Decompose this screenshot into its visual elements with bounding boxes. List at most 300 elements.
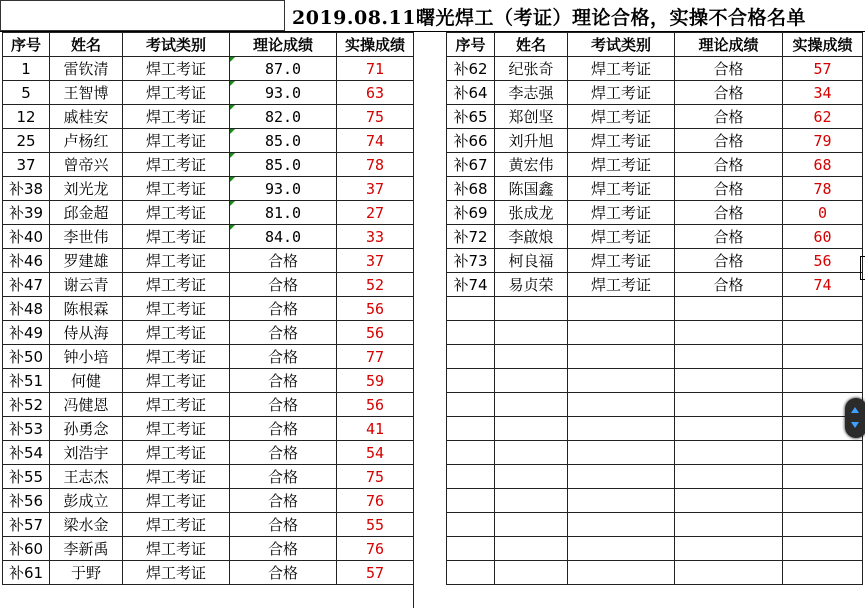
cell-name[interactable]	[50, 369, 123, 393]
column-resize-handle[interactable]	[860, 256, 865, 280]
cell-name[interactable]	[495, 177, 568, 201]
cell-practice[interactable]	[337, 201, 414, 225]
cell-theory[interactable]	[230, 441, 337, 465]
cell-practice-text: 55	[365, 515, 385, 534]
cell-category[interactable]	[123, 57, 230, 81]
cell-theory[interactable]	[230, 537, 337, 561]
cell-practice[interactable]	[337, 561, 414, 585]
empty-cell[interactable]	[675, 465, 783, 489]
cell-practice[interactable]	[337, 297, 414, 321]
cell-category[interactable]	[123, 393, 230, 417]
empty-cell[interactable]	[447, 393, 495, 417]
cell-seq[interactable]	[3, 465, 50, 489]
empty-cell[interactable]	[495, 369, 568, 393]
cell-name[interactable]	[50, 201, 123, 225]
empty-cell[interactable]	[447, 369, 495, 393]
table-row	[447, 201, 863, 225]
header-seq[interactable]: 序号	[3, 33, 50, 57]
cell-theory-text: 93.0	[264, 179, 302, 198]
cell-theory[interactable]	[230, 513, 337, 537]
cell-practice-text: 60	[813, 227, 832, 246]
cell-category[interactable]	[123, 297, 230, 321]
cell-seq[interactable]	[447, 273, 495, 297]
cell-seq-text: 补68	[453, 180, 488, 198]
cell-seq[interactable]	[3, 441, 50, 465]
cell-seq[interactable]	[3, 129, 50, 153]
header-name[interactable]: 姓名	[50, 33, 123, 57]
header-practice[interactable]: 实操成绩	[337, 33, 414, 57]
empty-row	[447, 489, 863, 513]
selected-cell[interactable]	[0, 0, 285, 31]
cell-theory-text: 合格	[713, 228, 744, 246]
cell-category-text: 焊工考证	[145, 84, 206, 102]
cell-category[interactable]	[123, 273, 230, 297]
cell-seq[interactable]	[3, 81, 50, 105]
cell-name[interactable]	[495, 57, 568, 81]
cell-practice[interactable]	[783, 177, 863, 201]
cell-name[interactable]	[495, 105, 568, 129]
scroll-down-icon[interactable]	[851, 422, 859, 428]
cell-category[interactable]	[123, 105, 230, 129]
cell-practice[interactable]	[783, 105, 863, 129]
cell-theory-text: 81.0	[264, 203, 302, 222]
cell-theory[interactable]	[230, 225, 337, 249]
cell-theory[interactable]	[230, 321, 337, 345]
cell-practice[interactable]	[337, 345, 414, 369]
empty-cell[interactable]	[783, 297, 863, 321]
empty-row	[447, 441, 863, 465]
cell-name[interactable]	[50, 225, 123, 249]
table-row	[447, 225, 863, 249]
cell-practice[interactable]	[337, 537, 414, 561]
empty-cell[interactable]	[783, 561, 863, 585]
cell-theory[interactable]	[675, 57, 783, 81]
cell-category[interactable]	[123, 513, 230, 537]
empty-cell[interactable]	[568, 345, 675, 369]
empty-cell[interactable]	[568, 537, 675, 561]
cell-theory[interactable]	[230, 105, 337, 129]
cell-name-text: 梁水金	[63, 516, 109, 534]
cell-seq[interactable]	[3, 345, 50, 369]
empty-cell[interactable]	[495, 537, 568, 561]
cell-seq[interactable]	[3, 537, 50, 561]
cell-category-text: 焊工考证	[145, 420, 206, 438]
cell-name[interactable]	[50, 273, 123, 297]
cell-category-text: 焊工考证	[145, 132, 206, 150]
empty-cell[interactable]	[568, 441, 675, 465]
cell-theory[interactable]	[230, 57, 337, 81]
cell-practice[interactable]	[783, 273, 863, 297]
cell-seq[interactable]	[447, 177, 495, 201]
cell-name-text: 刘光龙	[63, 180, 109, 198]
cell-seq-text: 补72	[453, 228, 488, 246]
cell-seq[interactable]	[3, 153, 50, 177]
table-row	[3, 561, 414, 585]
empty-cell[interactable]	[783, 489, 863, 513]
cell-practice[interactable]	[337, 273, 414, 297]
cell-seq[interactable]	[447, 81, 495, 105]
cell-theory-text: 合格	[267, 276, 298, 294]
cell-theory[interactable]	[675, 153, 783, 177]
cell-practice[interactable]	[783, 153, 863, 177]
cell-category-text: 焊工考证	[145, 156, 206, 174]
cell-theory-text: 85.0	[264, 131, 302, 150]
empty-cell[interactable]	[568, 321, 675, 345]
empty-cell[interactable]	[568, 489, 675, 513]
cell-practice[interactable]	[337, 249, 414, 273]
cell-practice[interactable]	[783, 249, 863, 273]
cell-category[interactable]	[123, 201, 230, 225]
scroll-up-icon[interactable]	[851, 407, 859, 413]
cell-seq[interactable]	[3, 369, 50, 393]
cell-name[interactable]	[50, 561, 123, 585]
header-theory[interactable]: 理论成绩	[230, 33, 337, 57]
empty-cell[interactable]	[495, 465, 568, 489]
cell-category[interactable]	[568, 201, 675, 225]
cell-practice-text: 56	[813, 251, 832, 270]
cell-category[interactable]	[123, 321, 230, 345]
cell-name[interactable]	[495, 225, 568, 249]
cell-theory[interactable]	[675, 201, 783, 225]
empty-cell[interactable]	[495, 417, 568, 441]
cell-practice[interactable]	[337, 513, 414, 537]
cell-theory[interactable]	[230, 345, 337, 369]
cell-category[interactable]	[568, 81, 675, 105]
empty-cell[interactable]	[447, 417, 495, 441]
cell-seq-text: 补67	[453, 156, 488, 174]
empty-row	[447, 369, 863, 393]
cell-practice[interactable]	[337, 393, 414, 417]
empty-cell[interactable]	[675, 441, 783, 465]
cell-category[interactable]	[123, 489, 230, 513]
cell-theory[interactable]	[230, 417, 337, 441]
cell-name[interactable]	[50, 513, 123, 537]
cell-seq[interactable]	[3, 297, 50, 321]
cell-seq-text: 补49	[8, 324, 44, 342]
cell-theory[interactable]	[230, 489, 337, 513]
floating-scroll-control[interactable]	[845, 398, 865, 438]
cell-category[interactable]	[123, 177, 230, 201]
table-row	[3, 441, 414, 465]
empty-cell[interactable]	[568, 393, 675, 417]
empty-cell[interactable]	[495, 513, 568, 537]
cell-name[interactable]	[50, 129, 123, 153]
header-practice[interactable]: 实操成绩	[783, 33, 863, 57]
empty-cell[interactable]	[447, 537, 495, 561]
empty-cell[interactable]	[495, 321, 568, 345]
empty-cell[interactable]	[447, 441, 495, 465]
cell-practice[interactable]	[337, 129, 414, 153]
cell-theory[interactable]	[675, 225, 783, 249]
cell-seq[interactable]	[3, 225, 50, 249]
cell-name[interactable]	[50, 81, 123, 105]
cell-name[interactable]	[50, 105, 123, 129]
empty-cell[interactable]	[675, 369, 783, 393]
empty-cell[interactable]	[495, 297, 568, 321]
cell-theory-text: 合格	[713, 252, 744, 270]
cell-name[interactable]	[50, 417, 123, 441]
cell-seq-text: 补51	[8, 372, 44, 390]
cell-theory-text: 合格	[713, 60, 744, 78]
cell-category[interactable]	[123, 225, 230, 249]
cell-theory-text: 合格	[267, 420, 298, 438]
empty-cell[interactable]	[447, 321, 495, 345]
empty-row	[447, 465, 863, 489]
cell-name[interactable]	[495, 249, 568, 273]
empty-cell[interactable]	[783, 513, 863, 537]
empty-cell[interactable]	[447, 345, 495, 369]
cell-seq-text: 1	[21, 59, 31, 78]
cell-theory[interactable]	[230, 129, 337, 153]
cell-category[interactable]	[123, 153, 230, 177]
cell-theory[interactable]	[675, 81, 783, 105]
cell-practice[interactable]	[337, 153, 414, 177]
empty-cell[interactable]	[568, 369, 675, 393]
empty-cell[interactable]	[675, 297, 783, 321]
cell-seq[interactable]	[447, 57, 495, 81]
empty-cell[interactable]	[675, 345, 783, 369]
title-bar	[0, 0, 865, 32]
cell-category[interactable]	[123, 465, 230, 489]
empty-cell[interactable]	[783, 345, 863, 369]
header-theory[interactable]: 理论成绩	[675, 33, 783, 57]
cell-seq[interactable]	[3, 273, 50, 297]
cell-practice[interactable]	[783, 81, 863, 105]
header-name[interactable]: 姓名	[495, 33, 568, 57]
cell-category[interactable]	[568, 225, 675, 249]
cell-seq[interactable]	[3, 57, 50, 81]
cell-theory[interactable]	[230, 81, 337, 105]
cell-category-text: 焊工考证	[145, 564, 206, 582]
cell-practice-text: 56	[365, 299, 385, 318]
cell-theory[interactable]	[230, 177, 337, 201]
cell-name[interactable]	[495, 129, 568, 153]
empty-cell[interactable]	[675, 513, 783, 537]
empty-cell[interactable]	[568, 417, 675, 441]
cell-name[interactable]	[495, 273, 568, 297]
column-gap	[413, 32, 446, 608]
cell-name[interactable]	[495, 81, 568, 105]
cell-seq[interactable]	[447, 129, 495, 153]
empty-cell[interactable]	[568, 465, 675, 489]
cell-seq[interactable]	[447, 105, 495, 129]
cell-category[interactable]	[123, 441, 230, 465]
empty-row	[447, 417, 863, 441]
cell-seq[interactable]	[3, 249, 50, 273]
cell-seq[interactable]	[447, 225, 495, 249]
cell-practice-text: 37	[365, 179, 385, 198]
cell-theory-text: 84.0	[264, 227, 302, 246]
cell-category[interactable]	[568, 153, 675, 177]
cell-category-text: 焊工考证	[145, 372, 206, 390]
cell-seq[interactable]	[3, 105, 50, 129]
empty-cell[interactable]	[495, 345, 568, 369]
header-category[interactable]: 考试类别	[568, 33, 675, 57]
cell-theory[interactable]	[675, 129, 783, 153]
cell-seq[interactable]	[3, 321, 50, 345]
empty-cell[interactable]	[447, 489, 495, 513]
cell-category-text: 焊工考证	[145, 492, 206, 510]
cell-name[interactable]	[50, 153, 123, 177]
table-row	[3, 225, 414, 249]
cell-practice[interactable]	[783, 57, 863, 81]
cell-practice[interactable]	[337, 489, 414, 513]
cell-category[interactable]	[123, 249, 230, 273]
cell-category[interactable]	[568, 129, 675, 153]
cell-practice[interactable]	[337, 441, 414, 465]
table-row	[3, 393, 414, 417]
cell-seq[interactable]	[3, 177, 50, 201]
cell-theory[interactable]	[230, 465, 337, 489]
empty-cell[interactable]	[675, 561, 783, 585]
cell-name[interactable]	[50, 441, 123, 465]
cell-practice[interactable]	[337, 417, 414, 441]
cell-seq[interactable]	[447, 153, 495, 177]
cell-theory[interactable]	[230, 273, 337, 297]
cell-name[interactable]	[50, 321, 123, 345]
cell-practice[interactable]	[337, 465, 414, 489]
cell-category-text: 焊工考证	[145, 540, 206, 558]
empty-cell[interactable]	[447, 465, 495, 489]
cell-category[interactable]	[123, 345, 230, 369]
cell-seq-text: 5	[21, 83, 31, 102]
cell-practice-text: 54	[365, 443, 385, 462]
table-row	[3, 81, 414, 105]
cell-name[interactable]	[495, 153, 568, 177]
cell-seq[interactable]	[3, 561, 50, 585]
cell-category-text: 焊工考证	[590, 108, 651, 126]
cell-practice[interactable]	[337, 321, 414, 345]
cell-theory[interactable]	[675, 177, 783, 201]
cell-name[interactable]	[50, 345, 123, 369]
empty-cell[interactable]	[495, 393, 568, 417]
cell-name[interactable]	[50, 537, 123, 561]
cell-name[interactable]	[50, 297, 123, 321]
cell-category[interactable]	[123, 81, 230, 105]
cell-theory[interactable]	[230, 393, 337, 417]
cell-category[interactable]	[568, 105, 675, 129]
empty-cell[interactable]	[495, 441, 568, 465]
cell-category[interactable]	[123, 369, 230, 393]
cell-practice[interactable]	[337, 105, 414, 129]
cell-theory[interactable]	[230, 153, 337, 177]
empty-cell[interactable]	[495, 489, 568, 513]
cell-seq-text: 补61	[8, 564, 44, 582]
cell-seq[interactable]	[3, 417, 50, 441]
empty-cell[interactable]	[447, 297, 495, 321]
empty-cell[interactable]	[495, 561, 568, 585]
cell-seq-text: 补65	[453, 108, 488, 126]
cell-category[interactable]	[123, 537, 230, 561]
cell-theory[interactable]	[230, 369, 337, 393]
cell-category[interactable]	[568, 177, 675, 201]
empty-cell[interactable]	[783, 321, 863, 345]
cell-seq[interactable]	[3, 513, 50, 537]
cell-practice[interactable]	[783, 225, 863, 249]
table-row	[3, 249, 414, 273]
cell-practice-text: 62	[813, 107, 832, 126]
empty-cell[interactable]	[675, 489, 783, 513]
cell-seq[interactable]	[3, 393, 50, 417]
header-seq[interactable]: 序号	[447, 33, 495, 57]
cell-category-text: 焊工考证	[590, 84, 651, 102]
cell-practice[interactable]	[337, 177, 414, 201]
cell-theory[interactable]	[230, 201, 337, 225]
cell-theory[interactable]	[675, 105, 783, 129]
empty-cell[interactable]	[568, 297, 675, 321]
cell-seq-text: 补39	[8, 204, 44, 222]
cell-seq[interactable]	[447, 249, 495, 273]
empty-cell[interactable]	[447, 561, 495, 585]
cell-practice[interactable]	[337, 57, 414, 81]
cell-practice-text: 59	[365, 371, 385, 390]
cell-category[interactable]	[568, 57, 675, 81]
cell-name[interactable]	[50, 57, 123, 81]
header-category[interactable]: 考试类别	[123, 33, 230, 57]
empty-cell[interactable]	[783, 369, 863, 393]
cell-name[interactable]	[495, 201, 568, 225]
cell-practice-text: 33	[365, 227, 385, 246]
cell-category[interactable]	[568, 273, 675, 297]
cell-practice-text: 74	[365, 131, 385, 150]
cell-category[interactable]	[123, 561, 230, 585]
cell-practice[interactable]	[337, 369, 414, 393]
cell-theory[interactable]	[230, 561, 337, 585]
cell-practice[interactable]	[337, 225, 414, 249]
cell-practice[interactable]	[337, 81, 414, 105]
cell-theory[interactable]	[230, 249, 337, 273]
cell-seq[interactable]	[447, 201, 495, 225]
cell-category[interactable]	[123, 129, 230, 153]
cell-seq-text: 补57	[8, 516, 44, 534]
empty-cell[interactable]	[568, 561, 675, 585]
cell-seq[interactable]	[3, 201, 50, 225]
cell-practice-text: 78	[365, 155, 385, 174]
cell-name[interactable]	[50, 177, 123, 201]
empty-cell[interactable]	[783, 465, 863, 489]
empty-cell[interactable]	[675, 537, 783, 561]
cell-name[interactable]	[50, 249, 123, 273]
cell-category[interactable]	[123, 417, 230, 441]
cell-theory[interactable]	[675, 249, 783, 273]
cell-category-text: 焊工考证	[145, 396, 206, 414]
empty-cell[interactable]	[447, 513, 495, 537]
empty-cell[interactable]	[675, 321, 783, 345]
cell-name[interactable]	[50, 465, 123, 489]
cell-category[interactable]	[568, 249, 675, 273]
cell-name[interactable]	[50, 393, 123, 417]
cell-practice[interactable]	[783, 201, 863, 225]
empty-cell[interactable]	[675, 393, 783, 417]
empty-cell[interactable]	[783, 441, 863, 465]
cell-practice-text: 75	[365, 467, 385, 486]
cell-name-text: 李志强	[508, 84, 554, 102]
empty-cell[interactable]	[783, 537, 863, 561]
empty-cell[interactable]	[675, 417, 783, 441]
cell-name[interactable]	[50, 489, 123, 513]
cell-practice[interactable]	[783, 129, 863, 153]
cell-theory-text: 合格	[267, 372, 298, 390]
cell-seq[interactable]	[3, 489, 50, 513]
cell-practice-text: 41	[365, 419, 385, 438]
cell-category-text: 焊工考证	[590, 228, 651, 246]
cell-name-text: 侍从海	[63, 324, 109, 342]
table-row	[447, 57, 863, 81]
empty-cell[interactable]	[568, 513, 675, 537]
cell-theory[interactable]	[675, 273, 783, 297]
cell-theory[interactable]	[230, 297, 337, 321]
cell-practice-text: 75	[365, 107, 385, 126]
